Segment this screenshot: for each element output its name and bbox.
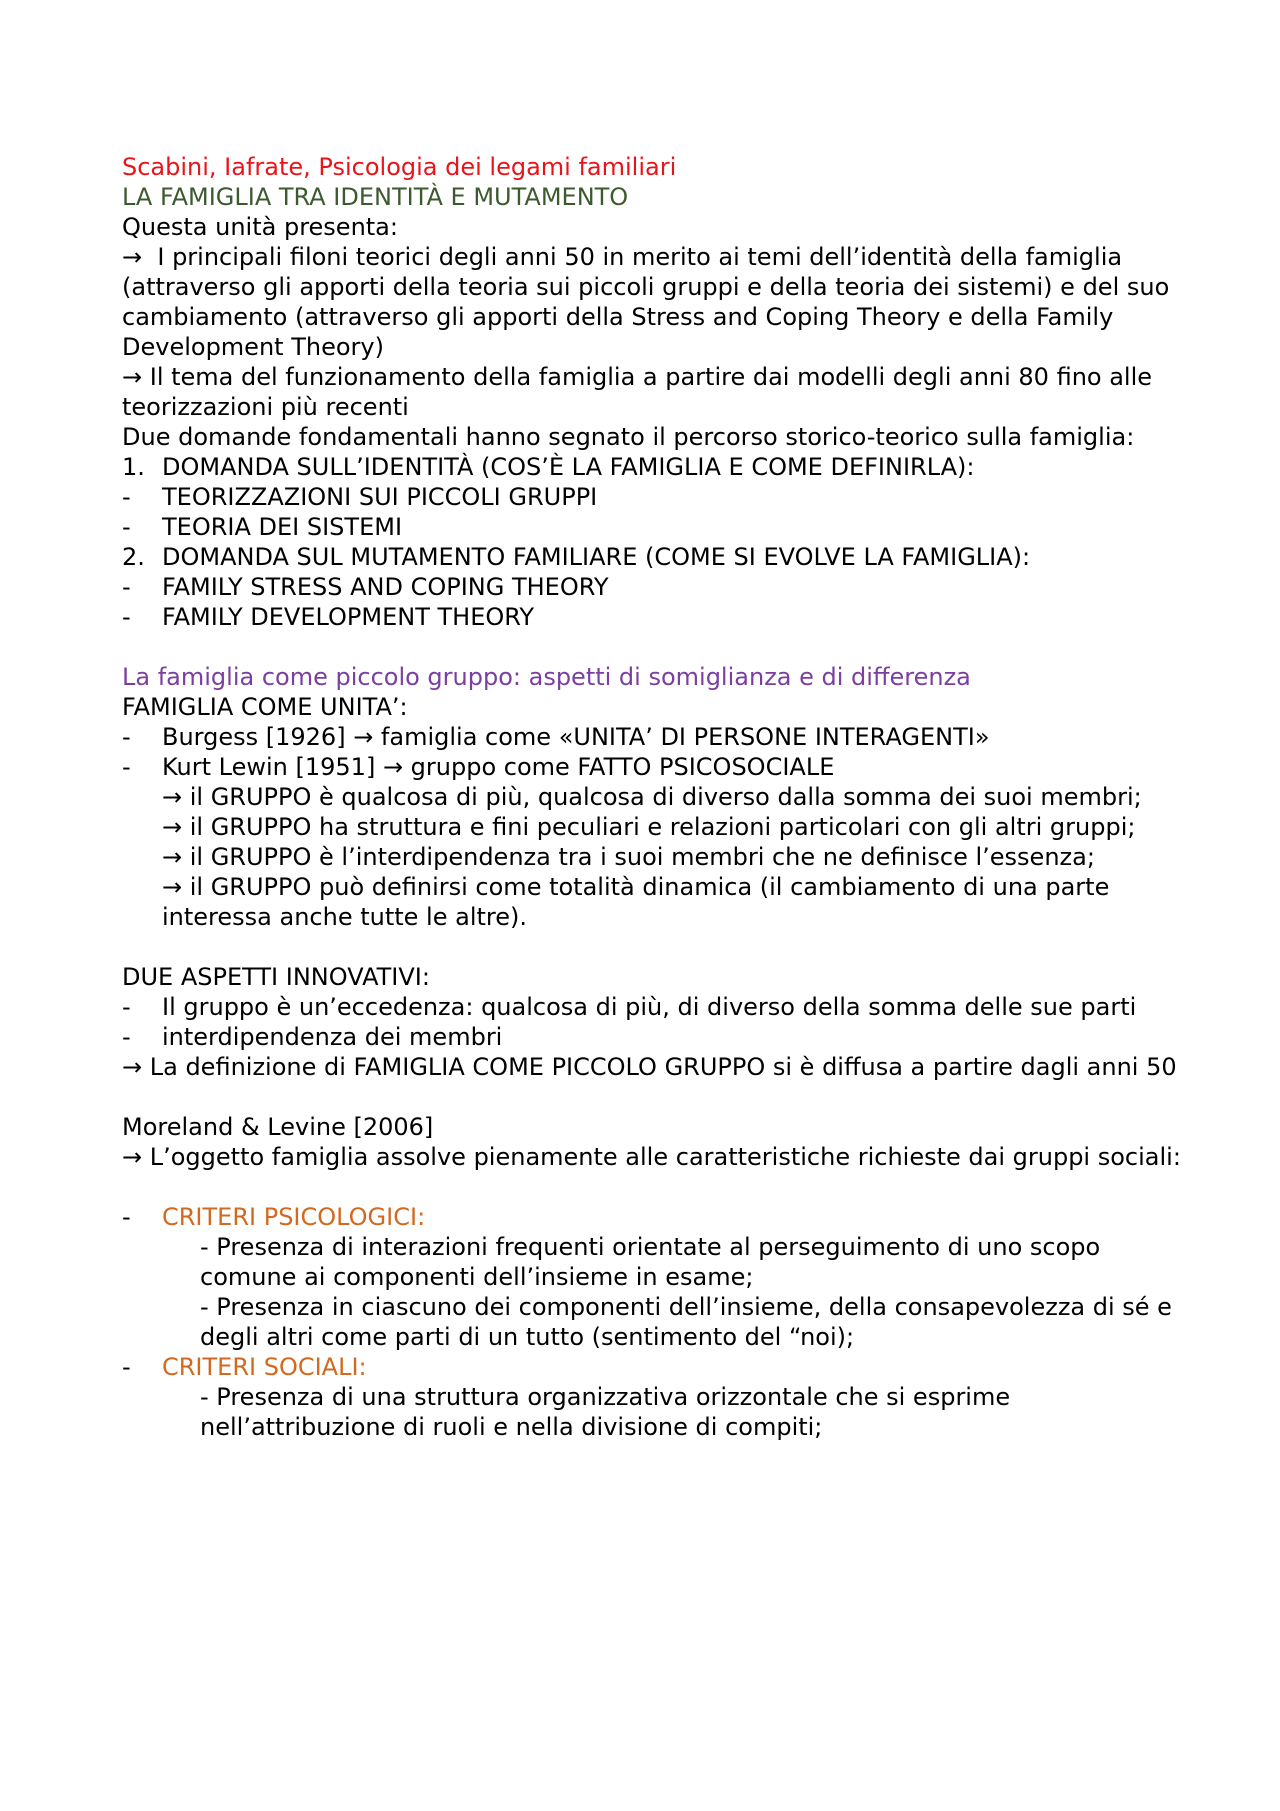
criteria-item: - Presenza di interazioni frequenti orientate al perseguimento di uno scopo comune ai componenti dell’insieme in esame; bbox=[200, 1233, 1108, 1291]
innovative-aspects-title: DUE ASPETTI INNOVATIVI: bbox=[122, 963, 430, 991]
lewin-item: Kurt Lewin [1951] → gruppo come FATTO PSICOSOCIALE bbox=[162, 753, 835, 781]
question-1-text: DOMANDA SULL’IDENTITÀ (COS’È LA FAMIGLIA E COME DEFINIRLA): bbox=[162, 453, 975, 481]
list-item bbox=[122, 1202, 1182, 1232]
question-2-text: DOMANDA SUL MUTAMENTO FAMILIARE (COME SI EVOLVE LA FAMIGLIA): bbox=[162, 543, 1031, 571]
question-2-item: FAMILY STRESS AND COPING THEORY bbox=[162, 573, 609, 601]
citation-statement: → L’oggetto famiglia assolve pienamente alle caratteristiche richieste dai gruppi sociali: bbox=[122, 1143, 1181, 1171]
list-dash: - bbox=[122, 753, 131, 781]
list-dash: - bbox=[122, 723, 131, 751]
criteria-item: - Presenza di una struttura organizzativa orizzontale che si esprime nell’attribuzione di ruoli e nella divisione di compiti; bbox=[200, 1383, 1018, 1441]
document-subtitle: LA FAMIGLIA TRA IDENTITÀ E MUTAMENTO bbox=[122, 183, 629, 211]
lewin-point: → il GRUPPO è qualcosa di più, qualcosa di diverso dalla somma dei suoi membri; bbox=[162, 783, 1142, 811]
list-item bbox=[122, 722, 1182, 752]
intro-lead: Questa unità presenta: bbox=[122, 213, 398, 241]
list-item bbox=[122, 572, 1182, 602]
list-dash: - bbox=[122, 603, 131, 631]
lewin-point: → il GRUPPO è l’interdipendenza tra i suoi membri che ne definisce l’essenza; bbox=[162, 843, 1095, 871]
list-item bbox=[122, 512, 1182, 542]
list-dash: - bbox=[122, 513, 131, 541]
question-1-item: TEORIA DEI SISTEMI bbox=[162, 513, 403, 541]
intro-point-2: → Il tema del funzionamento della famiglia a partire dai modelli degli anni 80 fino alle teorizzazioni più recenti bbox=[122, 363, 1160, 421]
list-dash: - bbox=[122, 573, 131, 601]
lewin-point: → il GRUPPO può definirsi come totalità dinamica (il cambiamento di una parte interessa anche tutte le altre). bbox=[162, 873, 1117, 931]
innovative-aspect: Il gruppo è un’eccedenza: qualcosa di più, di diverso della somma delle sue parti bbox=[162, 993, 1137, 1021]
intro-point-1: → I principali filoni teorici degli anni 50 in merito ai temi dell’identità della famiglia (attraverso gli apporti della teoria sui piccoli gruppi e della teoria dei sistemi) e del suo cambiamento (attraverso gli apporti della Stress and Coping Theory e della Family Development Theory) bbox=[122, 243, 1177, 361]
list-item bbox=[122, 752, 1182, 782]
list-number: 1. bbox=[122, 453, 145, 481]
document-title: Scabini, Iafrate, Psicologia dei legami familiari bbox=[122, 153, 677, 181]
psychological-criteria-label: CRITERI PSICOLOGICI: bbox=[162, 1203, 426, 1231]
list-item bbox=[122, 992, 1182, 1022]
list-item bbox=[122, 482, 1182, 512]
question-1 bbox=[122, 452, 1182, 482]
citation-author: Moreland & Levine [2006] bbox=[122, 1113, 434, 1141]
question-1-item: TEORIZZAZIONI SUI PICCOLI GRUPPI bbox=[162, 483, 598, 511]
list-item bbox=[122, 1022, 1182, 1052]
list-dash: - bbox=[122, 993, 131, 1021]
social-criteria-label: CRITERI SOCIALI: bbox=[162, 1353, 367, 1381]
list-number: 2. bbox=[122, 543, 145, 571]
list-item bbox=[122, 1352, 1182, 1382]
list-item bbox=[122, 602, 1182, 632]
lewin-point: → il GRUPPO ha struttura e fini peculiari e relazioni particolari con gli altri gruppi; bbox=[162, 813, 1136, 841]
questions-lead: Due domande fondamentali hanno segnato il percorso storico-teorico sulla famiglia: bbox=[122, 423, 1135, 451]
spacer bbox=[122, 1172, 1182, 1202]
spacer bbox=[122, 932, 1182, 962]
question-2-item: FAMILY DEVELOPMENT THEORY bbox=[162, 603, 535, 631]
document-page bbox=[122, 152, 1182, 1442]
question-2 bbox=[122, 542, 1182, 572]
section-heading: La famiglia come piccolo gruppo: aspetti di somiglianza e di differenza bbox=[122, 663, 971, 691]
small-group-conclusion: → La definizione di FAMIGLIA COME PICCOLO GRUPPO si è diffusa a partire dagli anni 50 bbox=[122, 1053, 1177, 1081]
spacer bbox=[122, 632, 1182, 662]
list-dash: - bbox=[122, 1023, 131, 1051]
burgess-item: Burgess [1926] → famiglia come «UNITA’ DI PERSONE INTERAGENTI» bbox=[162, 723, 990, 751]
list-dash: - bbox=[122, 1353, 131, 1381]
list-dash: - bbox=[122, 483, 131, 511]
family-unit-title: FAMIGLIA COME UNITA’: bbox=[122, 693, 408, 721]
criteria-item: - Presenza in ciascuno dei componenti dell’insieme, della consapevolezza di sé e degli altri come parti di un tutto (sentimento del “noi); bbox=[200, 1293, 1180, 1351]
innovative-aspect: interdipendenza dei membri bbox=[162, 1023, 503, 1051]
spacer bbox=[122, 1082, 1182, 1112]
list-dash: - bbox=[122, 1203, 131, 1231]
